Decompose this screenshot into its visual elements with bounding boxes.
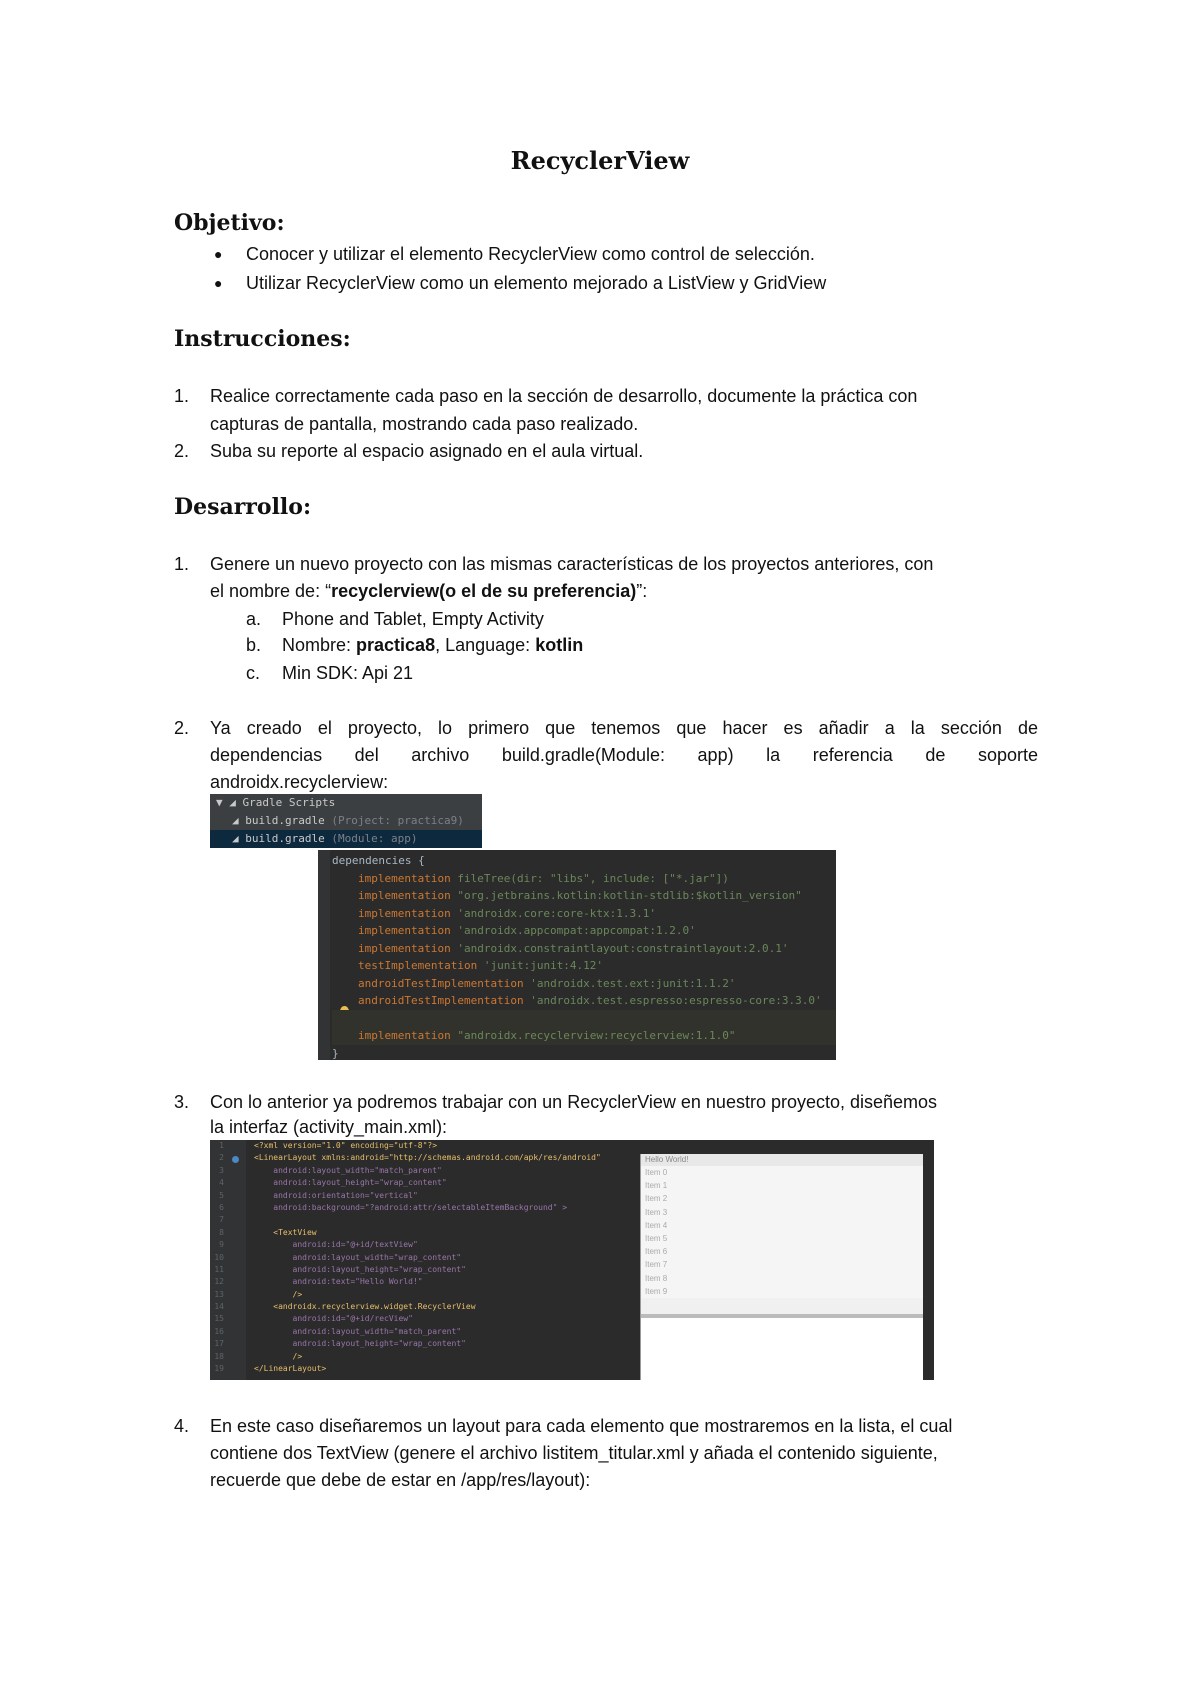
code-line-added: implementation "androidx.recyclerview:recyclerview:1.1.0" <box>332 1027 836 1045</box>
line-number: 6 <box>219 1202 224 1212</box>
preview-list-item: Item 0 <box>641 1166 923 1179</box>
step2-line1: Ya creado el proyecto, lo primero que tenemos que hacer es añadir a la sección de <box>210 718 1038 738</box>
dependencies-code-screenshot <box>318 850 836 1060</box>
preview-list-item: Item 7 <box>641 1258 923 1271</box>
step1-sub-b: Nombre: practica8, Language: kotlin <box>282 635 584 655</box>
xml-code <box>254 1140 664 1375</box>
step3-line2: la interfaz (activity_main.xml): <box>210 1117 448 1137</box>
xml-code-line: android:text="Hello World!" <box>254 1277 423 1287</box>
instruccion-1-line1: Realice correctamente cada paso en la sección de desarrollo, documente la práctica con <box>210 386 918 406</box>
list-number: 2. <box>174 718 190 738</box>
xml-code-line: /> <box>254 1289 303 1299</box>
list-number: 3. <box>174 1092 190 1112</box>
line-number: 15 <box>214 1314 224 1324</box>
line-number: 2 <box>219 1153 224 1163</box>
line-number: 19 <box>214 1364 224 1374</box>
preview-list-item: Item 3 <box>641 1206 923 1219</box>
line-number: 4 <box>219 1178 224 1188</box>
tree-item-selected: ◢ build.gradle (Module: app) <box>210 830 482 848</box>
xml-code-line: android:layout_height="wrap_content" <box>254 1264 466 1274</box>
xml-code-line: android:layout_width="match_parent" <box>254 1326 462 1336</box>
line-number: 10 <box>214 1252 224 1262</box>
xml-code-line: android:layout_height="wrap_content" <box>254 1339 466 1349</box>
line-number: 17 <box>214 1339 224 1349</box>
tree-root: ▼ ◢ Gradle Scripts <box>216 796 336 809</box>
preview-recyclerview <box>641 1166 923 1318</box>
preview-list-item: Item 5 <box>641 1232 923 1245</box>
list-number: 1. <box>174 386 190 406</box>
preview-list-item: Item 2 <box>641 1192 923 1205</box>
code-line: implementation 'androidx.core:core-ktx:1.3.1' <box>358 906 657 920</box>
bullet-icon: ● <box>214 275 223 291</box>
list-number: 2. <box>174 441 190 461</box>
sub-letter: a. <box>246 609 262 629</box>
preview-list-item: Item 8 <box>641 1272 923 1285</box>
code-line: implementation "org.jetbrains.kotlin:kotlin-stdlib:$kotlin_version" <box>358 889 802 902</box>
step4-line2: contiene dos TextView (genere el archivo listitem_titular.xml y añada el contenido siguiente, <box>210 1443 938 1463</box>
line-number: 12 <box>214 1277 224 1287</box>
step4-line1: En este caso diseñaremos un layout para cada elemento que mostraremos en la lista, el cual <box>210 1416 953 1436</box>
objetivo-bullet-2: Utilizar RecyclerView como un elemento mejorado a ListView y GridView <box>246 273 827 293</box>
step1-line1: Genere un nuevo proyecto con las mismas características de los proyectos anteriores, con <box>210 554 934 574</box>
line-number: 7 <box>219 1215 224 1225</box>
instruccion-2: Suba su reporte al espacio asignado en el aula virtual. <box>210 441 644 461</box>
page-title: RecyclerView <box>510 146 690 175</box>
line-number-gutter <box>210 1140 246 1380</box>
line-number: 11 <box>214 1264 224 1274</box>
xml-code-line: <LinearLayout xmlns:android="http://schemas.android.com/apk/res/android" <box>254 1153 601 1163</box>
desarrollo-heading: Desarrollo: <box>174 494 312 520</box>
code-line: } <box>332 1046 339 1060</box>
code-line: androidTestImplementation 'androidx.test.ext:junit:1.1.2' <box>358 976 736 990</box>
preview-list-item: Item 6 <box>641 1245 923 1258</box>
step3-line1: Con lo anterior ya podremos trabajar con un RecyclerView en nuestro proyecto, diseñemos <box>210 1092 938 1112</box>
preview-list-item: Item 9 <box>641 1285 923 1298</box>
preview-list-item: Item 1 <box>641 1179 923 1192</box>
code-line: androidTestImplementation 'androidx.test.espresso:espresso-core:3.3.0' <box>358 994 822 1007</box>
objetivo-bullet-1: Conocer y utilizar el elemento RecyclerView como control de selección. <box>246 244 815 264</box>
code-line: implementation 'androidx.constraintlayout:constraintlayout:2.0.1' <box>358 941 789 955</box>
sub-letter: c. <box>246 663 261 683</box>
breakpoint-icon <box>232 1156 239 1163</box>
xml-code-line: <TextView <box>254 1227 317 1237</box>
instruccion-1-line2: capturas de pantalla, mostrando cada paso realizado. <box>210 414 639 434</box>
line-number: 1 <box>219 1141 224 1150</box>
code-line: implementation fileTree(dir: "libs", include: ["*.jar"]) <box>358 871 729 885</box>
list-number: 1. <box>174 554 190 574</box>
step4-line3: recuerde que debe de estar en /app/res/layout): <box>210 1470 591 1490</box>
line-number: 14 <box>214 1302 224 1312</box>
xml-code-line: </LinearLayout> <box>254 1364 327 1374</box>
sub-letter: b. <box>246 635 262 655</box>
layout-preview <box>640 1154 923 1380</box>
xml-code-line: android:layout_width="match_parent" <box>254 1165 442 1175</box>
code-line: dependencies { <box>332 854 425 867</box>
xml-code-line: <?xml version="1.0" encoding="utf-8"?> <box>254 1141 438 1150</box>
tree-item: ◢ build.gradle (Project: practica9) <box>232 814 464 827</box>
xml-code-line: android:background="?android:attr/selectableItemBackground" > <box>254 1202 568 1212</box>
line-number: 8 <box>219 1227 224 1237</box>
bullet-icon: ● <box>214 246 223 262</box>
line-number: 9 <box>219 1240 224 1250</box>
preview-list-item: Item 4 <box>641 1219 923 1232</box>
code-line: testImplementation 'junit:junit:4.12' <box>358 959 604 972</box>
step2-line2: dependencias del archivo build.gradle(Module: app) la referencia de soporte <box>210 745 1038 765</box>
objetivo-heading: Objetivo: <box>174 210 285 236</box>
xml-code-line: android:id="@+id/textView" <box>254 1240 418 1250</box>
code-line-empty <box>332 1010 836 1028</box>
preview-textview: Hello World! <box>641 1154 923 1166</box>
xml-code-line: <androidx.recyclerview.widget.RecyclerView <box>254 1302 476 1312</box>
line-number: 18 <box>214 1351 224 1361</box>
step1-sub-c: Min SDK: Api 21 <box>282 663 414 683</box>
xml-code-line: android:id="@+id/recView" <box>254 1314 413 1324</box>
xml-code-line <box>254 1214 664 1226</box>
xml-code-line: /> <box>254 1351 303 1361</box>
xml-code-line: android:orientation="vertical" <box>254 1190 418 1200</box>
line-number: 13 <box>214 1289 224 1299</box>
line-number: 16 <box>214 1326 224 1336</box>
xml-code-line: android:layout_height="wrap_content" <box>254 1178 447 1188</box>
step2-line3: androidx.recyclerview: <box>210 772 389 792</box>
xml-code-line: android:layout_width="wrap_content" <box>254 1252 462 1262</box>
code-line: implementation 'androidx.appcompat:appcompat:1.2.0' <box>358 924 696 937</box>
instrucciones-heading: Instrucciones: <box>174 326 351 352</box>
gradle-scripts-screenshot <box>210 794 482 848</box>
step1-sub-a: Phone and Tablet, Empty Activity <box>282 609 544 629</box>
step1-line2: el nombre de: “recyclerview(o el de su preferencia)”: <box>210 581 648 601</box>
line-number: 5 <box>219 1190 224 1200</box>
line-number: 3 <box>219 1165 224 1175</box>
list-number: 4. <box>174 1416 190 1436</box>
activity-main-xml-screenshot <box>210 1140 934 1380</box>
